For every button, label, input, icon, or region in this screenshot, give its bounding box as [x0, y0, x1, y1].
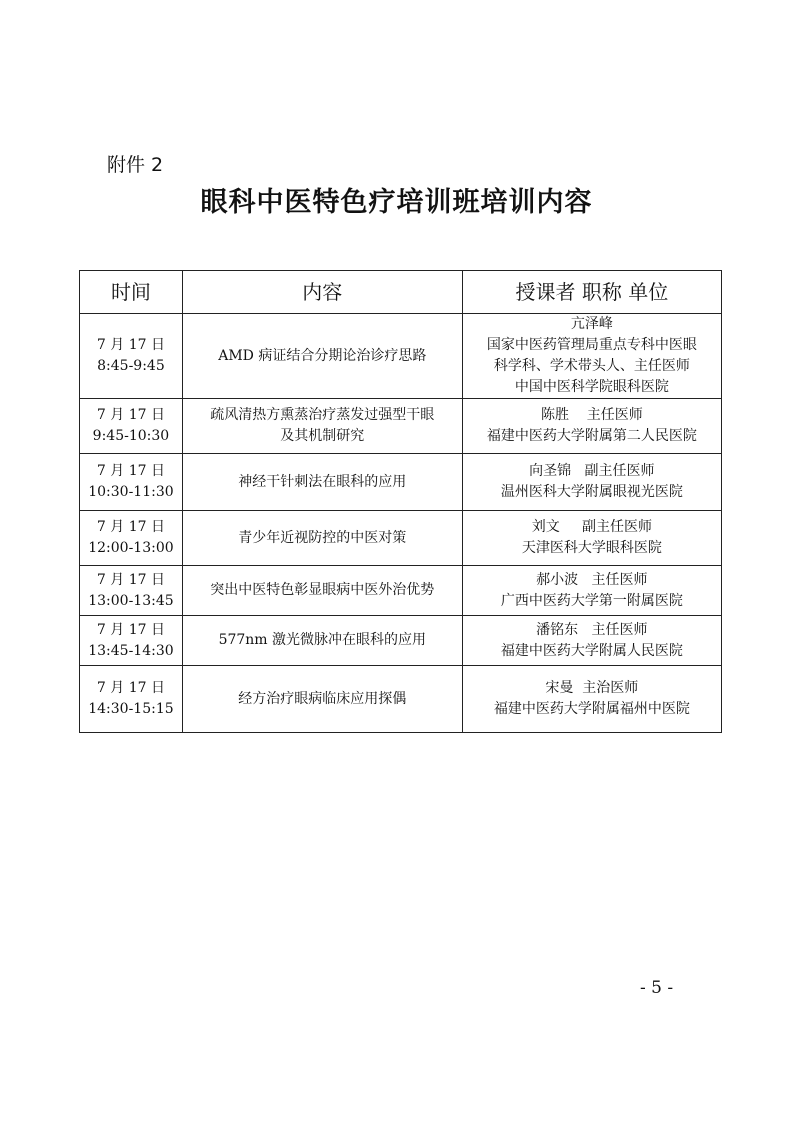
time-range-text: 13:00-13:45 — [88, 592, 174, 609]
table-header-row — [80, 271, 722, 314]
table-row — [80, 616, 722, 666]
lecturer-cell — [462, 454, 721, 511]
lecturer-text: 福建中医药大学附属第二人民医院 — [486, 428, 697, 444]
content-text: 青少年近视防控的中医对策 — [238, 529, 407, 546]
time-cell — [80, 616, 183, 666]
lecturer-text: 天津医科大学眼科医院 — [521, 540, 662, 556]
content-text: 577nm 激光微脉冲在眼科的应用 — [218, 632, 427, 648]
content-text: 疏风清热方熏蒸治疗蒸发过强型干眼 — [210, 407, 435, 423]
time-range-text: 9:45-10:30 — [92, 428, 170, 444]
table-row — [80, 666, 722, 733]
content-text: AMD 病证结合分期论治诊疗思路 — [218, 347, 427, 364]
table-row — [80, 454, 722, 511]
content-cell — [182, 399, 462, 454]
time-cell — [80, 511, 183, 566]
table-row — [80, 314, 722, 399]
content-cell — [182, 616, 462, 666]
schedule-table — [79, 270, 722, 733]
lecturer-text: 中国中医科学院眼科医院 — [514, 379, 669, 395]
date-text: 7 月 17 日 — [96, 621, 165, 638]
time-range-text: 14:30-15:15 — [88, 701, 174, 717]
date-text: 7 月 17 日 — [96, 519, 165, 535]
content-cell — [182, 666, 462, 733]
lecturer-text: 陈胜 主任医师 — [540, 407, 643, 423]
lecturer-text: 刘文 副主任医师 — [531, 519, 652, 535]
lecturer-cell — [462, 399, 721, 454]
table-row — [80, 511, 722, 566]
date-text: 7 月 17 日 — [96, 463, 165, 479]
lecturer-text: 潘铭东 主任医师 — [536, 621, 648, 638]
lecturer-text: 国家中医药管理局重点专科中医眼 — [486, 337, 697, 353]
header-time: 时间 — [80, 271, 183, 314]
time-cell — [80, 314, 183, 399]
time-range-text: 10:30-11:30 — [88, 484, 174, 500]
lecturer-text: 科学科、学术带头人、主任医师 — [493, 358, 690, 374]
lecturer-text: 福建中医药大学附属人民医院 — [500, 642, 683, 659]
lecturer-text: 福建中医药大学附属福州中医院 — [493, 701, 690, 717]
time-cell — [80, 666, 183, 733]
content-cell — [182, 511, 462, 566]
lecturer-cell — [462, 566, 721, 616]
time-range-text: 13:45-14:30 — [88, 642, 174, 659]
table-row — [80, 399, 722, 454]
time-cell — [80, 399, 183, 454]
content-text: 及其机制研究 — [280, 428, 365, 444]
lecturer-cell — [462, 314, 721, 399]
lecturer-text: 广西中医药大学第一附属医院 — [500, 592, 683, 609]
lecturer-text: 向圣锦 副主任医师 — [529, 463, 655, 479]
lecturer-text: 温州医科大学附属眼视光医院 — [500, 484, 683, 500]
page-number: - 5 - — [640, 978, 674, 998]
document-title: 眼科中医特色疗培训班培训内容 — [200, 187, 593, 218]
table-row — [80, 566, 722, 616]
lecturer-cell — [462, 616, 721, 666]
header-content: 内容 — [182, 271, 462, 314]
lecturer-cell — [462, 511, 721, 566]
lecturer-cell — [462, 666, 721, 733]
header-lecturer: 授课者 职称 单位 — [462, 271, 721, 314]
content-text: 经方治疗眼病临床应用探偶 — [238, 690, 407, 707]
time-cell — [80, 454, 183, 511]
date-text: 7 月 17 日 — [96, 571, 165, 588]
lecturer-text: 郝小波 主任医师 — [536, 571, 648, 588]
date-text: 7 月 17 日 — [96, 407, 165, 423]
content-cell — [182, 314, 462, 399]
time-cell — [80, 566, 183, 616]
content-text: 神经干针刺法在眼科的应用 — [238, 473, 407, 490]
attachment-label: 附件 2 — [107, 154, 164, 176]
lecturer-text: 亢泽峰 — [570, 316, 613, 332]
content-cell — [182, 566, 462, 616]
content-text: 突出中医特色彰显眼病中医外治优势 — [210, 582, 435, 598]
date-text: 7 月 17 日 — [96, 337, 165, 353]
content-cell — [182, 454, 462, 511]
lecturer-text: 宋曼 主治医师 — [545, 680, 639, 696]
time-range-text: 12:00-13:00 — [88, 540, 174, 556]
time-range-text: 8:45-9:45 — [97, 358, 165, 374]
date-text: 7 月 17 日 — [96, 680, 165, 696]
